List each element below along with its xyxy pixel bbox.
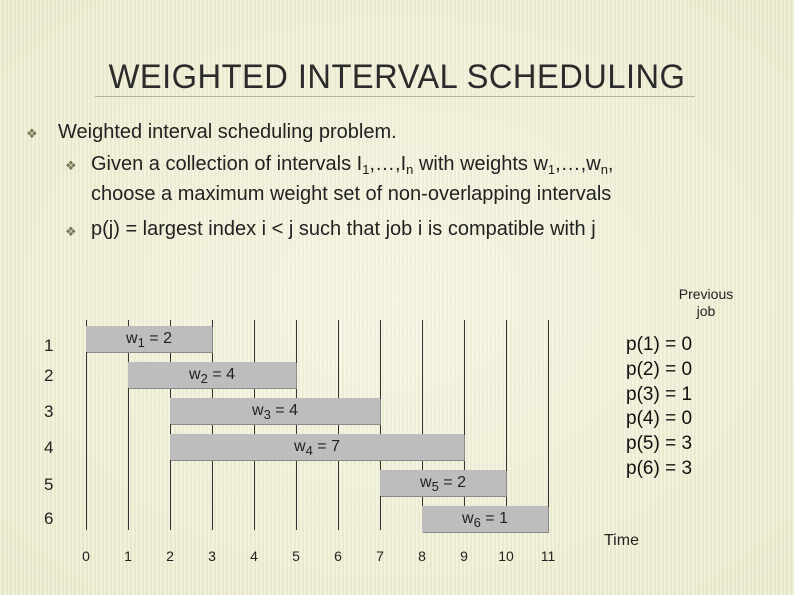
x-tick-label: 2 [166, 548, 174, 564]
x-tick-label: 1 [124, 548, 132, 564]
x-tick-label: 7 [376, 548, 384, 564]
x-tick-label: 6 [334, 548, 342, 564]
title-underline [95, 96, 695, 97]
diamond-bullet-icon: ❖ [26, 126, 38, 141]
x-tick-label: 5 [292, 548, 300, 564]
bullet-main: Weighted interval scheduling problem. [58, 121, 397, 143]
x-tick-label: 9 [460, 548, 468, 564]
gridline [212, 320, 213, 530]
p-value: p(2) = 0 [626, 358, 693, 380]
x-tick-label: 11 [540, 548, 556, 564]
p-value: p(1) = 0 [626, 334, 693, 355]
x-tick-label: 4 [250, 548, 258, 564]
x-tick-label: 10 [498, 548, 514, 564]
gridline [296, 320, 297, 530]
job-row-label: 3 [44, 402, 54, 421]
diamond-bullet-icon: ❖ [65, 224, 77, 239]
gridline [422, 320, 423, 530]
gridline [338, 320, 339, 530]
gridline [464, 320, 465, 530]
x-tick-label: 3 [208, 548, 216, 564]
job-row-label: 5 [44, 475, 54, 494]
time-axis-label: Time [604, 532, 639, 549]
job-row-label: 6 [44, 509, 54, 528]
previous-job-label: Previous job [678, 286, 734, 319]
interval-weight-label: $w_2 = 4$ [189, 366, 235, 386]
job-row-label: 4 [44, 438, 54, 457]
interval-weight-label: $w_5 = 2$ [420, 474, 466, 494]
p-value: p(3) = 1 [626, 383, 693, 405]
p-value: p(4) = 0 [626, 408, 693, 430]
job-row-label: 1 [44, 336, 54, 355]
p-value: p(6) = 3 [626, 458, 693, 479]
interval-weight-label: $w_4 = 7$ [294, 438, 340, 458]
x-tick-label: 8 [418, 548, 426, 564]
gridline [506, 320, 507, 530]
interval-weight-label: $w_1 = 2$ [126, 330, 172, 350]
bullet-sub-1: Given a collection of intervals $I_1,\dots,I_n$ with weights $w_1,\dots,w_n$, [91, 153, 614, 177]
x-tick-label: 0 [82, 548, 90, 564]
job-row-label: 2 [44, 366, 54, 385]
gridline [254, 320, 255, 530]
bullet-sub-2: p(j) = largest index i < j such that job i is compatible with j [91, 218, 596, 240]
p-value: p(5) = 3 [626, 433, 693, 455]
gridline [548, 320, 549, 530]
gridline [380, 320, 381, 530]
interval-weight-label: $w_6 = 1$ [462, 510, 508, 530]
interval-weight-label: $w_3 = 4$ [252, 402, 298, 422]
diamond-bullet-icon: ❖ [65, 158, 77, 173]
bullet-sub-1-line-2: choose a maximum weight set of non-overlapping intervals [91, 183, 612, 205]
slide-title: WEIGHTED INTERVAL SCHEDULING [108, 58, 686, 96]
